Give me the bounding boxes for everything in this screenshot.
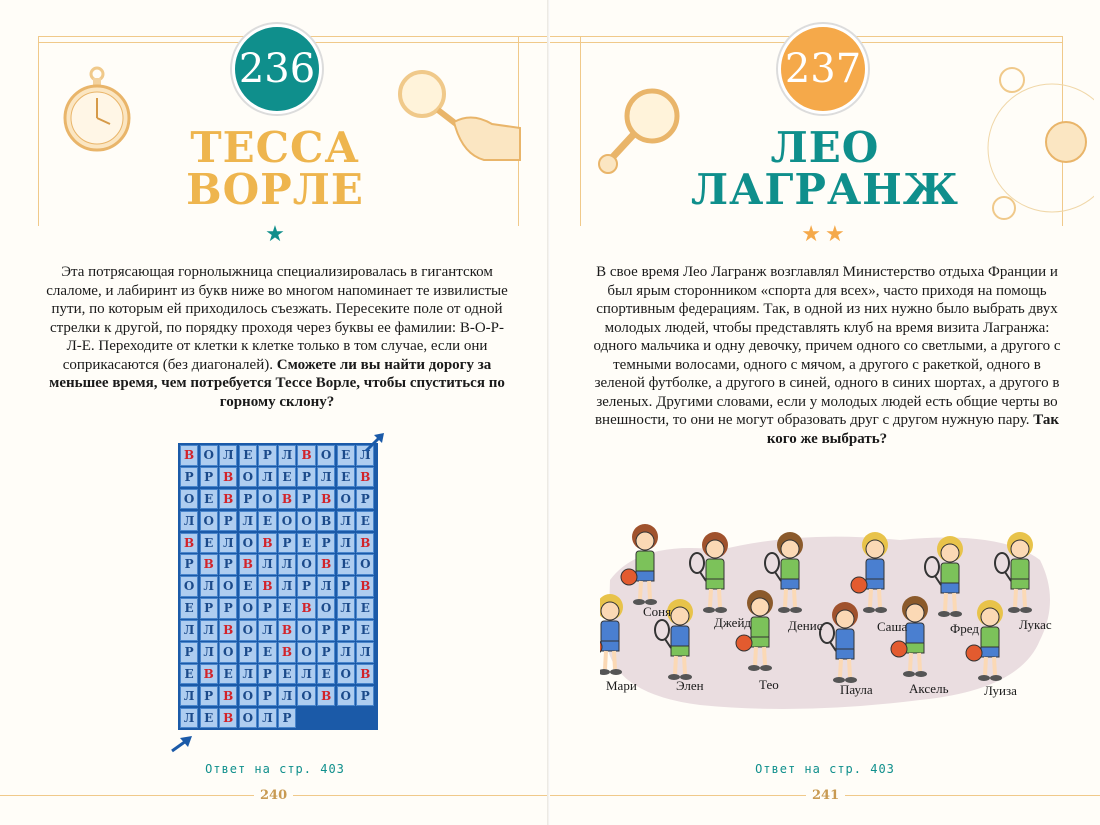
- kid-name-denis: Денис: [788, 618, 823, 633]
- grid-cell: Л: [239, 664, 257, 685]
- grid-cell: Е: [219, 664, 237, 685]
- grid-cell: Л: [239, 511, 257, 532]
- difficulty-stars: ★★: [801, 221, 849, 246]
- grid-cell: В: [356, 467, 374, 488]
- right-puzzle-paragraph: В свое время Лео Лагранж возглавлял Министерство отдыха Франции и был ярым сторонником «спорта для всех», часто приходя на помощь спортивным федерациям. Так, в одной из них нужно было выбрать двух молодых людей, чтобы представлять клуб на время визита Лагранжа: одного мальчика и одну девочку, причем одного со светлыми, а другого с темными волосами, одного с мячом, а другого с ракеткой, одного в зеленой футболке, а другого в синей, одного в синих шортах, а другого в зеленых. Другими словами, если у молодых людей есть общие черты во внешности, то они не могут образовать друг с другом нужную пару.: [593, 264, 1061, 428]
- grid-cell: Р: [258, 598, 276, 619]
- kid-figure: [966, 600, 1003, 681]
- kid-name-lucas: Лукас: [1019, 617, 1052, 632]
- grid-cell: Е: [200, 533, 218, 554]
- grid-cell: О: [278, 511, 296, 532]
- grid-cell: В: [200, 554, 218, 575]
- kid-figure: [851, 532, 888, 613]
- right-page: [550, 0, 1100, 825]
- kid-name-paula: Паула: [840, 682, 873, 697]
- grid-cell: О: [180, 576, 198, 597]
- grid-cell: Л: [180, 708, 198, 729]
- grid-cell: Л: [356, 445, 374, 466]
- grid-cell: Е: [200, 708, 218, 729]
- grid-cell: Л: [180, 511, 198, 532]
- kid-figure: [600, 594, 623, 675]
- grid-cell: Е: [239, 445, 257, 466]
- grid-cell: Р: [258, 664, 276, 685]
- grid-cell: О: [297, 620, 315, 641]
- grid-cell: Р: [200, 686, 218, 707]
- left-puzzle-paragraph: Эта потрясающая горнолыжница специализировалась в гигантском слаломе, и лабиринт из букв ниже во многом напоминает те извилистые пути, по которым ей приходилось съезжать. Пересеките поле от одной стрелки к другой, по порядку проходя через буквы ее фамилии: В-О-Р-Л-Е. Переходите от клетки к клетке только в том случае, если они соприкасаются (без диагоналей).: [46, 264, 508, 373]
- grid-cell: В: [297, 445, 315, 466]
- grid-cell: О: [337, 489, 355, 510]
- grid-cell: Л: [278, 576, 296, 597]
- grid-cell: В: [317, 686, 335, 707]
- difficulty-stars: ★: [265, 221, 285, 246]
- grid-cell: В: [258, 533, 276, 554]
- grid-cell: О: [317, 445, 335, 466]
- grid-cell: Р: [219, 598, 237, 619]
- grid-cell: Р: [180, 642, 198, 663]
- letter-maze-grid: [178, 443, 378, 730]
- grid-cell: Е: [200, 489, 218, 510]
- grid-cell: О: [297, 686, 315, 707]
- entry-arrow-icon: [170, 733, 194, 753]
- grid-cell: В: [219, 467, 237, 488]
- puzzle-number-badge: 237: [778, 24, 868, 114]
- kid-name-teo: Тео: [759, 677, 779, 692]
- left-title-line2: ВОРЛЕ: [186, 165, 364, 214]
- grid-cell: Р: [258, 445, 276, 466]
- grid-cell: О: [200, 445, 218, 466]
- grid-cell: О: [297, 511, 315, 532]
- grid-cell: В: [297, 598, 315, 619]
- exit-arrow-icon: [364, 431, 386, 453]
- kid-name-elen: Элен: [676, 678, 704, 693]
- grid-cell: Р: [297, 467, 315, 488]
- grid-cell: В: [219, 686, 237, 707]
- right-puzzle-question: Так кого же выбрать?: [766, 412, 1060, 447]
- grid-cell: О: [239, 686, 257, 707]
- grid-cell: Е: [239, 576, 257, 597]
- grid-cell: Р: [317, 642, 335, 663]
- grid-cell: Е: [297, 533, 315, 554]
- grid-cell: О: [297, 642, 315, 663]
- grid-cell: Л: [297, 664, 315, 685]
- grid-cell: О: [317, 598, 335, 619]
- grid-cell: Л: [219, 533, 237, 554]
- grid-cell: Л: [258, 620, 276, 641]
- grid-cell: В: [219, 708, 237, 729]
- grid-cell: О: [239, 467, 257, 488]
- grid-cell: В: [200, 664, 218, 685]
- grid-cell: Е: [258, 511, 276, 532]
- left-puzzle-question: Сможете ли вы найти дорогу за меньшее время, чем потребуется Тессе Ворле, чтобы спуститься по горному склону?: [49, 356, 505, 410]
- grid-cell: В: [219, 620, 237, 641]
- grid-cell: О: [239, 598, 257, 619]
- grid-cell: Р: [180, 467, 198, 488]
- grid-cell: Е: [337, 445, 355, 466]
- grid-cell: Р: [239, 642, 257, 663]
- grid-cell: В: [356, 533, 374, 554]
- grid-cell: Р: [356, 686, 374, 707]
- grid-cell: О: [258, 489, 276, 510]
- left-page-number: 240: [254, 788, 293, 803]
- right-title-line1: ЛЕО: [770, 123, 880, 172]
- grid-cell: Р: [180, 554, 198, 575]
- kid-name-mari: Мари: [606, 678, 637, 693]
- grid-cell: Л: [317, 576, 335, 597]
- grid-cell: Л: [278, 686, 296, 707]
- grid-cell: Р: [337, 620, 355, 641]
- grid-cell: Р: [278, 533, 296, 554]
- grid-cell: О: [239, 620, 257, 641]
- grid-cell: Л: [200, 642, 218, 663]
- grid-cell: Л: [258, 708, 276, 729]
- grid-cell: О: [200, 511, 218, 532]
- grid-cell: Л: [337, 598, 355, 619]
- grid-cell: Р: [297, 576, 315, 597]
- grid-cell: Л: [278, 445, 296, 466]
- grid-cell: Е: [356, 511, 374, 532]
- grid-cell: Е: [337, 467, 355, 488]
- grid-cell: В: [219, 489, 237, 510]
- grid-cell: В: [356, 576, 374, 597]
- grid-cell: Л: [200, 576, 218, 597]
- kid-name-jade: Джейд: [714, 615, 752, 630]
- grid-cell: Е: [278, 664, 296, 685]
- grid-cell: Л: [337, 642, 355, 663]
- grid-cell: О: [297, 554, 315, 575]
- left-puzzle-text: [44, 263, 510, 411]
- grid-cell: О: [337, 664, 355, 685]
- left-answer-reference: Ответ на стр. 403: [205, 762, 345, 776]
- grid-cell: О: [337, 686, 355, 707]
- grid-cell: Р: [200, 598, 218, 619]
- grid-cell: Л: [180, 686, 198, 707]
- kid-name-sonya: Соня: [643, 604, 672, 619]
- grid-cell: Л: [317, 467, 335, 488]
- grid-cell: Л: [337, 511, 355, 532]
- grid-cell: О: [180, 489, 198, 510]
- kid-figure: [891, 596, 928, 677]
- grid-cell: В: [278, 642, 296, 663]
- kid-figure: [690, 532, 728, 613]
- grid-cell: Р: [219, 554, 237, 575]
- grid-cell: Р: [317, 533, 335, 554]
- grid-cell: О: [219, 642, 237, 663]
- kid-name-luiza: Луиза: [984, 683, 1017, 698]
- grid-cell: О: [356, 554, 374, 575]
- grid-cell: В: [278, 620, 296, 641]
- grid-cell: Р: [200, 467, 218, 488]
- grid-cell: Л: [258, 467, 276, 488]
- left-title-line1: ТЕССА: [190, 123, 360, 172]
- grid-cell: Л: [200, 620, 218, 641]
- grid-cell: Е: [317, 664, 335, 685]
- grid-cell: Л: [180, 620, 198, 641]
- grid-cell: Л: [337, 533, 355, 554]
- grid-cell: В: [317, 489, 335, 510]
- grid-cell: Р: [317, 620, 335, 641]
- grid-cell: Р: [337, 576, 355, 597]
- grid-cell: Л: [258, 554, 276, 575]
- grid-cell: В: [317, 511, 335, 532]
- grid-cell: В: [180, 533, 198, 554]
- grid-cell: Р: [278, 708, 296, 729]
- grid-cell: Л: [356, 642, 374, 663]
- puzzle-number-badge: 236: [232, 24, 322, 114]
- grid-cell: В: [317, 554, 335, 575]
- kid-name-aksel: Аксель: [909, 681, 949, 696]
- grid-cell: Е: [337, 554, 355, 575]
- grid-cell: В: [239, 554, 257, 575]
- kid-name-fred: Фред: [950, 621, 979, 636]
- right-answer-reference: Ответ на стр. 403: [755, 762, 895, 776]
- grid-cell: Р: [356, 489, 374, 510]
- grid-cell: Е: [180, 598, 198, 619]
- grid-cell: В: [278, 489, 296, 510]
- grid-cell: Р: [239, 489, 257, 510]
- grid-cell: Е: [180, 664, 198, 685]
- kid-figure: [995, 532, 1033, 613]
- grid-cell: Е: [258, 642, 276, 663]
- kid-name-sasha: Саша: [877, 619, 908, 634]
- grid-cell: Л: [219, 445, 237, 466]
- grid-cell: Р: [297, 489, 315, 510]
- grid-cell: Е: [356, 598, 374, 619]
- grid-cell: О: [239, 708, 257, 729]
- grid-cell: О: [219, 576, 237, 597]
- right-title-line2: ЛАГРАНЖ: [691, 165, 959, 214]
- grid-cell: В: [180, 445, 198, 466]
- kid-figure: [621, 524, 658, 605]
- right-page-number: 241: [806, 788, 845, 803]
- grid-cell: О: [239, 533, 257, 554]
- grid-cell: Е: [278, 598, 296, 619]
- grid-cell: Е: [356, 620, 374, 641]
- grid-cell: В: [258, 576, 276, 597]
- grid-cell: Е: [278, 467, 296, 488]
- right-puzzle-text: [588, 263, 1066, 448]
- grid-cell: Р: [258, 686, 276, 707]
- grid-cell: В: [356, 664, 374, 685]
- kid-figure: [925, 536, 963, 617]
- kid-figure: [820, 602, 858, 683]
- grid-cell: Р: [219, 511, 237, 532]
- grid-cell: Л: [278, 554, 296, 575]
